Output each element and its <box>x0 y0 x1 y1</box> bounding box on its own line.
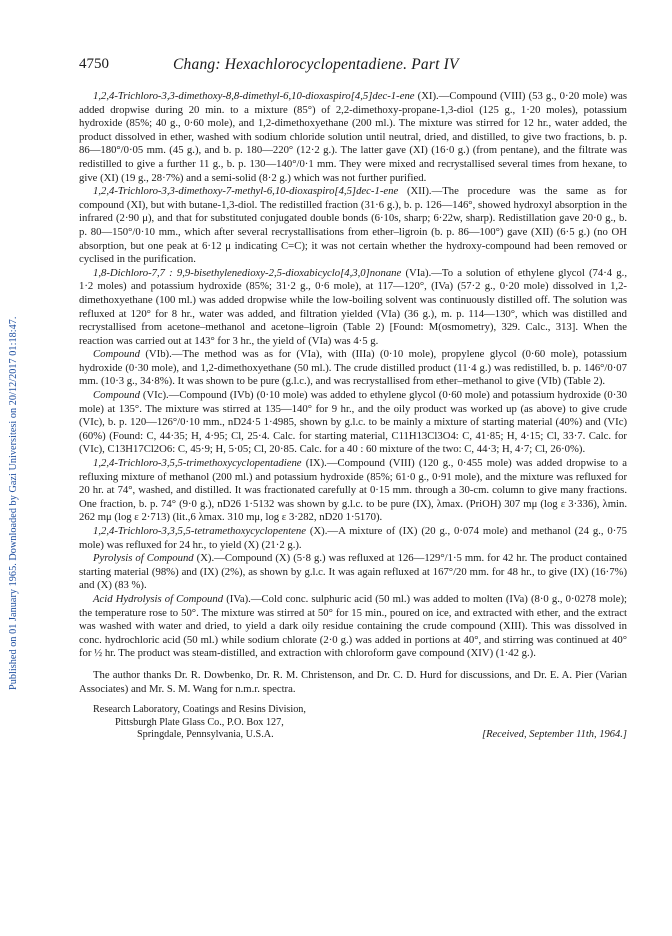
paragraph-body: (VIa).—To a solution of ethylene glycol (74·4 g., 1·2 moles) and potassium hydroxide (85%; 31·2 g., 0·6 mole), at 117—120°, (IVa) (57·2 g., 0·20 mole) dissolved in 1,2-dimethoxyethane (100 ml.) was added dropwise while the low-boiling solvent was continuously distilled off. The solution was refluxed at 120° for 8 hr., water was added, and filtration yielded (VIa) (36 g.), m. p. 114—130°, which was distilled and recrystallised from acetone–methanol and acetone–ligroin (Table 2) [Found: M(osmometry), 329. Calc., 313]. When the reaction was carried out at 143° for 3 hr., the yield of (VIa) was 4·5 g. <box>79 266 627 347</box>
paragraph-body: (VIc).—Compound (IVb) (0·10 mole) was added to ethylene glycol (0·60 mole) and potassium hydroxide (0·30 mole) at 135°. The mixture was stirred at 135—140° for 9 hr., and the oily product was worked up (as above) to give crude (VIc), b. p. 120—126°/0·10 mm., nD24·5 1·4985, shown by g.l.c. to be mainly a mixture of starting material (40%) and (VIc) (60%) (Found: C, 44·35; H, 4·95; Cl, 25·4. Calc. for starting material, C11H13Cl3O4: C, 41·85; H, 4·15; Cl, 33·7. Calc. for (VIc), C13H17Cl2O6: C, 45·9; H, 5·05; Cl, 20·85. Calc. for a 40 : 60 mixture of the two: C, 44·3; H, 4·7; Cl, 26·0%). <box>79 389 627 456</box>
paragraph-compound-xii <box>79 185 627 267</box>
paragraph-title: Pyrolysis of Compound <box>93 552 194 565</box>
address-line-2: Pittsburgh Plate Glass Co., P.O. Box 127, <box>115 716 284 728</box>
paragraph-pyrolysis <box>79 552 627 593</box>
paragraph-title: Compound <box>93 348 140 361</box>
paragraph-compound-via <box>79 267 627 349</box>
running-title: Chang: Hexachlorocyclopentadiene. Part IV <box>173 56 459 73</box>
paragraph-body: (XI).—Compound (VIII) (53 g., 0·20 mole) was added dropwise during 20 min. to a mixture (85°) of 2,2-dimethoxy-propane-1,3-diol (125 g., 1·20 moles), potassium hydroxide (85%; 40 g., 0·60 mole), and 1,2-dimethoxyethane (200 ml.). The mixture was stirred for 12 hr., water added, the product dissolved in ether, washed with sodium chloride solution until neutral, dried, and distilled, to give two fractions, b. p. 86—180°/0·05 mm. (45 g.), and b. p. 180—220° (12·2 g.). The latter gave (XI) (16·0 g.) (from pentane), and the filtrate was redistilled to give a further 11 g., b. p. 130—140°/0·1 mm. They were mixed and recrystallised several times from hexane, to give (XI) (19 g., 28·7%) and a semi-solid (8·2 g.) which was not further purified. <box>79 90 627 184</box>
paragraph-body: (IX).—Compound (VIII) (120 g., 0·455 mole) was added dropwise to a refluxing mixture of methanol (200 ml.) and potassium hydroxide (85%; 61·0 g., 0·91 mole), and the mixture was refluxed for 20 hr. at 74°, washed, and distilled. It was fractionated carefully at 0·15 mm. through a 30-cm. column to give many fractions. One fraction, b. p. 74° (9·0 g.), nD26 1·5132 was shown by g.l.c. to be pure (IX), λmax. (PriOH) 307 mμ (log ε 3·336), λmin. 262 mμ (log ε 2·713) (lit.,6 λmax. 310 mμ, log ε 3·282, nD20 1·5170). <box>79 457 627 524</box>
paragraph-title: 1,8-Dichloro-7,7 : 9,9-bisethylenedioxy-2,5-dioxabicyclo[4,3,0]nonane <box>93 266 402 279</box>
paragraph-body: (IVa).—Cold conc. sulphuric acid (50 ml.) was added to molten (IVa) (8·0 g., 0·0278 mole); the temperature rose to 50°. The mixture was stirred at 50° for 15 min., poured on ice, and extracted with ether, and the extract was washed with water and dried, to yield a dark oily residue containing the crude compound (XIII). This was dissolved in conc. hydrochloric acid (50 ml.) while sodium chlorate (2·0 g.) was added in portions at 40°, and stirring was continued at 40° for ½ hr. The product was steam-distilled, and extraction with chloroform gave compound (XIV) (1·42 g.). <box>79 592 627 660</box>
paragraph-body: (XII).—The procedure was the same as for compound (XI), but with butane-1,3-diol. The redistilled fraction (31·6 g.), b. p. 126—146°, showed hydroxyl absorption in the infrared (2·90 μ), and that for substituted conjugated double bonds (6·10s, sharp; 6·22w, sharp). Redistillation gave 20·0 g., b. p. 80—150°/0·10 mm., which after several recrystallisations from ether–ligroin (b. p. 86—100°) gave (XII) (6·5 g.) (no OH absorption, but one peak at 6·12 μ indicating C=C); it was not certain whether the hydroxy-compound had been removed or cyclised in the purification. <box>79 185 627 266</box>
paragraph-body: (X).—A mixture of (IX) (20 g., 0·074 mole) and methanol (24 g., 0·75 mole) was refluxed for 24 hr., to yield (X) (21·2 g.). <box>79 525 627 551</box>
experimental-section <box>79 90 627 661</box>
paragraph-title: 1,2,4-Trichloro-3,5,5-trimethoxycyclopentadiene <box>93 457 302 470</box>
paragraph-compound-xi <box>79 90 627 185</box>
page-number: 4750 <box>79 56 109 72</box>
paragraph-title: 1,2,4-Trichloro-3,3-dimethoxy-8,8-dimethyl-6,10-dioxaspiro[4,5]dec-1-ene <box>93 90 415 102</box>
paragraph-body: (X).—Compound (X) (5·8 g.) was refluxed at 126—129°/1·5 mm. for 42 hr. The product contained starting material (98%) and (IX) (2%), as shown by g.l.c. It was again refluxed at 167°/20 mm. for 48 hr., to give (IX) (16·7%) and (X) (83 %). <box>79 552 627 592</box>
paragraph-compound-vib <box>79 348 627 389</box>
download-watermark-text: Published on 01 January 1965. Downloaded by Gazi Universitesi on 20/12/2017 01:18:47. <box>8 316 19 690</box>
address-line-1: Research Laboratory, Coatings and Resins Division, <box>93 704 306 716</box>
download-watermark <box>6 130 20 690</box>
author-address <box>79 704 627 742</box>
received-date: [Received, September 11th, 1964.] <box>481 729 627 741</box>
paragraph-title: Compound <box>93 389 140 402</box>
paragraph-compound-vic <box>79 389 627 457</box>
page-header <box>79 56 627 78</box>
address-line-3: Springdale, Pennsylvania, U.S.A. <box>137 729 274 741</box>
paragraph-title: 1,2,4-Trichloro-3,3-dimethoxy-7-methyl-6,10-dioxaspiro[4,5]dec-1-ene <box>93 185 399 198</box>
paragraph-title: Acid Hydrolysis of Compound <box>93 592 224 605</box>
acknowledgement: The author thanks Dr. R. Dowbenko, Dr. R. M. Christenson, and Dr. C. D. Hurd for discussions, and Dr. E. A. Pier (Varian Associates) and Mr. S. M. Wang for n.m.r. spectra. <box>79 668 627 695</box>
paragraph-compound-ix <box>79 457 627 525</box>
paragraph-body: (VIb).—The method was as for (VIa), with (IIIa) (0·10 mole), propylene glycol (0·60 mole), potassium hydroxide (0·30 mole), and 1,2-dimethoxyethane (50 ml.). The crude distilled product (11·4 g.) was redistilled, b. p. 146°/0·07 mm. (10·3 g., 34·8%). It was shown to be pure (g.l.c.), and was recrystallised from ether–methanol to give (VIb) (Table 2). <box>79 348 627 388</box>
paragraph-compound-x <box>79 525 627 552</box>
paragraph-acid-hydrolysis <box>79 593 627 661</box>
paragraph-title: 1,2,4-Trichloro-3,3,5,5-tetramethoxycyclopentene <box>93 525 306 537</box>
journal-page <box>79 56 627 742</box>
